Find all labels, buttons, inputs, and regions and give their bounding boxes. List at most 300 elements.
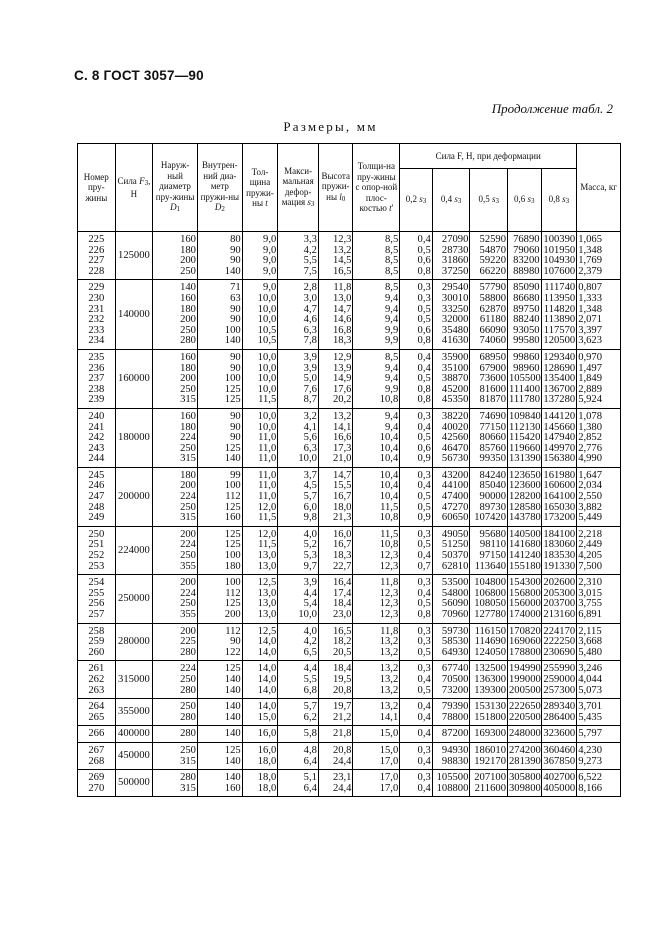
value-inner-diameter: 71 (230, 282, 241, 294)
value-inner-diameter: 100 (224, 480, 241, 492)
value-force-04: 27090 (441, 234, 469, 245)
value-force-04: 53500 (441, 577, 469, 589)
cell-force-08 (541, 467, 577, 526)
cell-force-04 (432, 661, 470, 699)
col-number-header: Номер пру-жины (78, 144, 116, 232)
value-height: 18,3 (332, 335, 352, 347)
value-force-05: 139300 (474, 684, 506, 696)
value-force-02: 0,5 (417, 684, 431, 696)
cell-force-08 (541, 526, 577, 574)
value-inner-diameter: 125 (224, 501, 241, 513)
group-force-value: 180000 (118, 432, 150, 444)
cell-force-04 (432, 280, 470, 350)
value-mass: 4,044 (578, 673, 603, 685)
value-height: 19,5 (332, 673, 352, 685)
value-thickness: 11,0 (258, 491, 277, 503)
cell-height (318, 467, 353, 526)
cell-force-05 (470, 232, 508, 280)
cell-force-02 (400, 742, 433, 769)
value-height: 23,0 (332, 609, 352, 620)
cell-force-04 (432, 623, 470, 661)
value-force-04: 45200 (441, 383, 469, 395)
value-thickness: 14,0 (257, 663, 277, 675)
value-number: 241 (88, 421, 105, 433)
value-thickness-with-support: 13,2 (379, 663, 399, 675)
value-mass: 0,807 (578, 282, 603, 294)
cell-force-02 (400, 408, 433, 467)
value-height: 24,4 (332, 755, 352, 767)
value-thickness: 14,0 (257, 673, 277, 685)
cell-force-05 (470, 526, 508, 574)
value-height: 21,2 (332, 711, 352, 723)
value-mass: 3,246 (578, 663, 603, 675)
value-number: 255 (88, 587, 105, 599)
group-force-value: 280000 (118, 636, 150, 648)
value-force-06: 119660 (509, 442, 541, 454)
value-force-02: 0,8 (417, 265, 431, 277)
value-thickness-with-support: 17,0 (379, 782, 399, 794)
value-max-deformation: 3,9 (303, 351, 317, 363)
value-force-05: 98110 (479, 539, 506, 551)
value-thickness: 10,5 (257, 324, 277, 336)
value-thickness: 9,0 (263, 244, 277, 256)
value-thickness-with-support: 9,4 (385, 314, 399, 326)
cell-force (115, 742, 153, 769)
cell-max-deformation (278, 661, 319, 699)
value-outer-diameter: 200 (180, 373, 196, 385)
value-height: 16,7 (332, 491, 352, 503)
value-force-05: 207100 (474, 772, 506, 784)
cell-thickness (242, 726, 278, 743)
value-thickness: 9,0 (263, 282, 277, 294)
value-inner-diameter: 140 (224, 728, 241, 740)
value-number: 236 (88, 362, 105, 374)
value-thickness: 18,0 (257, 782, 277, 794)
value-force-02: 0,3 (417, 663, 431, 675)
value-mass: 3,015 (578, 587, 603, 599)
value-thickness-with-support: 11,8 (380, 577, 399, 589)
value-force-05: 95680 (479, 528, 506, 540)
value-max-deformation: 5,5 (303, 255, 317, 267)
cell-number (78, 726, 116, 743)
value-max-deformation: 6,5 (303, 646, 317, 658)
value-force-06: 99860 (513, 351, 540, 363)
group-force-value: 500000 (118, 777, 150, 789)
value-mass: 7,500 (578, 560, 603, 572)
value-thickness-with-support: 9,4 (385, 421, 399, 433)
cell-max-deformation (278, 699, 319, 726)
cell-thickness (242, 699, 278, 726)
value-height: 21,8 (332, 728, 352, 740)
value-force-08: 203700 (543, 598, 576, 610)
value-number: 256 (88, 598, 105, 610)
value-force-06: 194990 (509, 663, 541, 675)
value-force-05: 169300 (474, 728, 506, 740)
cell-inner-diameter (197, 742, 242, 769)
value-thickness-with-support: 12,3 (379, 550, 399, 562)
cell-force-04 (432, 575, 470, 623)
value-max-deformation: 10,0 (298, 609, 317, 620)
value-force-02: 0,9 (417, 453, 431, 465)
value-force-08: 137280 (543, 394, 576, 406)
cell-inner-diameter (197, 770, 242, 797)
value-force-08: 113890 (543, 314, 576, 326)
table-row (78, 726, 621, 743)
value-mass: 5,449 (578, 512, 603, 524)
value-force-06: 131390 (509, 453, 541, 465)
value-force-05: 186010 (474, 744, 506, 756)
value-inner-diameter: 63 (230, 292, 241, 304)
value-force-06: 98960 (513, 362, 540, 374)
value-max-deformation: 9,7 (303, 560, 317, 572)
cell-height (318, 575, 353, 623)
col-outer-diameter-header: Наруж-ный диаметр пру-жины D1 (153, 144, 198, 232)
value-force-08: 117570 (543, 324, 576, 336)
value-force-04: 29540 (441, 282, 469, 294)
value-thickness: 10,0 (257, 362, 277, 374)
value-force-05: 99350 (479, 453, 506, 465)
value-inner-diameter: 180 (224, 560, 241, 572)
value-force-04: 42560 (441, 432, 469, 444)
value-force-04: 62810 (441, 560, 469, 572)
cell-thickness (242, 575, 278, 623)
value-inner-diameter: 100 (224, 577, 241, 589)
value-number: 270 (88, 782, 105, 794)
value-thickness-with-support: 9,4 (385, 410, 399, 422)
value-force-02: 0,5 (417, 491, 431, 503)
value-height: 20,2 (332, 394, 352, 406)
value-height: 21,0 (332, 453, 352, 465)
value-mass: 1,380 (578, 421, 603, 433)
value-height: 12,3 (332, 234, 352, 245)
value-thickness-with-support: 12,3 (379, 609, 399, 620)
value-force-08: 113950 (543, 292, 576, 304)
value-inner-diameter: 140 (224, 673, 241, 685)
value-height: 17,4 (332, 587, 352, 599)
value-force-02: 0,4 (417, 362, 431, 374)
value-force-05: 66220 (479, 265, 506, 277)
value-inner-diameter: 160 (224, 782, 241, 794)
value-force-06: 88980 (513, 265, 540, 277)
cell-height (318, 232, 353, 280)
value-max-deformation: 7,8 (303, 335, 317, 347)
value-force-06: 141680 (509, 539, 541, 551)
cell-force (115, 770, 153, 797)
cell-force-06 (508, 349, 542, 408)
value-force-05: 153130 (474, 701, 506, 713)
cell-outer-diameter (153, 467, 198, 526)
value-inner-diameter: 140 (224, 711, 241, 723)
value-force-04: 79390 (441, 701, 469, 713)
value-force-04: 47270 (441, 501, 469, 513)
table-header (78, 144, 621, 232)
cell-inner-diameter (197, 699, 242, 726)
cell-inner-diameter (197, 575, 242, 623)
cell-thickness (242, 661, 278, 699)
cell-height (318, 699, 353, 726)
cell-thickness-with-support (353, 280, 400, 350)
value-force-08: 107600 (543, 265, 576, 277)
value-force-06: 156800 (509, 587, 541, 599)
value-mass: 1,647 (578, 469, 603, 481)
value-thickness-with-support: 11,5 (380, 501, 399, 513)
value-inner-diameter: 125 (224, 539, 241, 551)
value-force-08: 205300 (543, 587, 576, 599)
value-force-04: 49050 (441, 528, 469, 540)
value-thickness: 12,0 (257, 501, 277, 513)
value-thickness-with-support: 12,3 (379, 598, 399, 610)
value-inner-diameter: 140 (224, 684, 241, 696)
value-force-06: 174000 (509, 609, 541, 620)
value-force-02: 0,5 (417, 539, 431, 551)
value-thickness: 13,0 (257, 587, 277, 599)
value-force-05: 211600 (474, 782, 506, 794)
value-max-deformation: 10,0 (298, 453, 317, 465)
value-inner-diameter: 90 (230, 255, 241, 267)
value-height: 16,7 (332, 539, 352, 551)
value-force-04: 46470 (441, 442, 469, 454)
value-force-02: 0,3 (417, 528, 431, 540)
value-thickness: 10,0 (257, 410, 277, 422)
value-inner-diameter: 90 (230, 314, 241, 326)
value-outer-diameter: 250 (180, 744, 196, 756)
value-max-deformation: 5,4 (303, 598, 317, 610)
value-max-deformation: 4,1 (303, 421, 317, 433)
value-thickness: 12,0 (257, 528, 277, 540)
value-force-06: 178800 (509, 646, 541, 658)
cell-max-deformation (278, 526, 319, 574)
value-force-08: 156380 (543, 453, 576, 465)
cell-force-05 (470, 349, 508, 408)
cell-force (115, 661, 153, 699)
cell-force-02 (400, 699, 433, 726)
table-row (78, 742, 621, 769)
value-inner-diameter: 140 (224, 335, 241, 347)
value-max-deformation: 5,2 (303, 539, 317, 551)
value-thickness-with-support: 15,0 (379, 744, 399, 756)
value-force-05: 59220 (479, 255, 506, 267)
value-max-deformation: 8,7 (303, 394, 317, 406)
value-thickness: 10,0 (257, 383, 277, 395)
cell-force (115, 408, 153, 467)
value-force-06: 248000 (509, 728, 541, 740)
cell-number (78, 467, 116, 526)
value-force-04: 64930 (441, 646, 469, 658)
col-thickness-header: Тол-щина пружи-ны t (242, 144, 278, 232)
cell-outer-diameter (153, 661, 198, 699)
value-force-05: 127780 (474, 609, 506, 620)
cell-max-deformation (278, 280, 319, 350)
value-outer-diameter: 180 (180, 303, 196, 315)
value-thickness-with-support: 8,5 (385, 244, 399, 256)
cell-force-06 (508, 467, 542, 526)
cell-force (115, 726, 153, 743)
value-mass: 6,522 (578, 772, 603, 784)
value-thickness-with-support: 10,4 (379, 491, 399, 503)
value-thickness: 14,0 (257, 646, 277, 658)
value-thickness-with-support: 8,5 (385, 265, 399, 277)
value-force-02: 0,5 (417, 598, 431, 610)
value-force-08: 161980 (543, 469, 576, 481)
cell-height (318, 742, 353, 769)
value-outer-diameter: 224 (180, 491, 196, 503)
cell-number (78, 623, 116, 661)
value-outer-diameter: 180 (180, 362, 196, 374)
value-thickness-with-support: 13,2 (379, 646, 399, 658)
value-outer-diameter: 160 (180, 351, 196, 363)
value-thickness-with-support: 12,3 (379, 587, 399, 599)
value-thickness: 10,0 (257, 351, 277, 363)
value-thickness: 11,0 (258, 469, 277, 481)
value-force-06: 222650 (509, 701, 541, 713)
value-force-08: 101950 (543, 244, 576, 256)
value-force-08: 230690 (543, 646, 576, 658)
cell-force-08 (541, 726, 577, 743)
cell-inner-diameter (197, 349, 242, 408)
value-height: 18,3 (332, 550, 352, 562)
value-outer-diameter: 315 (180, 755, 196, 767)
value-outer-diameter: 180 (180, 421, 196, 433)
value-outer-diameter: 200 (180, 480, 196, 492)
value-thickness-with-support: 13,2 (379, 673, 399, 685)
value-force-06: 305800 (509, 772, 541, 784)
value-height: 14,5 (332, 255, 352, 267)
cell-force-06 (508, 770, 542, 797)
value-max-deformation: 5,6 (303, 432, 317, 444)
value-thickness: 12,5 (257, 625, 277, 637)
value-force-02: 0,9 (417, 512, 431, 524)
value-max-deformation: 5,7 (303, 491, 317, 503)
value-outer-diameter: 224 (180, 587, 196, 599)
table-title: Размеры, мм (283, 119, 378, 134)
value-force-04: 59730 (441, 625, 469, 637)
value-mass: 2,550 (578, 491, 603, 503)
value-force-08: 183060 (543, 539, 576, 551)
cell-number (78, 526, 116, 574)
cell-mass (577, 232, 621, 280)
value-force-06: 199000 (509, 673, 541, 685)
value-inner-diameter: 90 (230, 303, 241, 315)
value-force-06: 155180 (509, 560, 541, 572)
value-mass: 1,065 (578, 234, 603, 245)
value-number: 229 (88, 282, 105, 294)
value-max-deformation: 4,4 (303, 587, 317, 599)
cell-thickness-with-support (353, 770, 400, 797)
value-thickness: 13,0 (257, 598, 277, 610)
force-group (78, 726, 621, 743)
value-force-05: 106800 (474, 587, 506, 599)
cell-thickness-with-support (353, 408, 400, 467)
value-thickness-with-support: 10,4 (379, 453, 399, 465)
value-force-05: 58800 (479, 292, 506, 304)
value-force-06: 141240 (509, 550, 541, 562)
value-thickness: 14,0 (257, 684, 277, 696)
cell-inner-diameter (197, 408, 242, 467)
value-force-02: 0,4 (417, 673, 431, 685)
group-force-value: 450000 (118, 750, 150, 762)
value-force-08: 100390 (543, 234, 576, 245)
value-max-deformation: 5,5 (303, 673, 317, 685)
value-thickness-with-support: 14,1 (379, 711, 399, 723)
value-force-06: 281390 (509, 755, 541, 767)
cell-force-05 (470, 280, 508, 350)
group-force-value: 140000 (118, 308, 150, 320)
value-thickness: 13,0 (257, 560, 277, 572)
value-mass: 3,623 (578, 335, 603, 347)
value-force-08: 114820 (543, 303, 576, 315)
value-number: 260 (88, 646, 105, 658)
cell-max-deformation (278, 726, 319, 743)
value-inner-diameter: 112 (225, 587, 241, 599)
value-inner-diameter: 140 (224, 453, 241, 465)
col-force-05-header: 0,5 s3 (470, 169, 508, 232)
cell-number (78, 742, 116, 769)
value-max-deformation: 6,0 (303, 501, 317, 513)
value-thickness-with-support: 8,5 (385, 351, 399, 363)
value-mass: 1,333 (578, 292, 603, 304)
value-max-deformation: 7,5 (303, 265, 317, 277)
value-force-05: 52590 (479, 234, 506, 245)
value-outer-diameter: 250 (180, 550, 196, 562)
value-thickness: 18,0 (257, 755, 277, 767)
value-force-08: 402700 (543, 772, 576, 784)
cell-mass (577, 699, 621, 726)
value-force-05: 85760 (479, 442, 506, 454)
value-force-05: 54870 (479, 244, 506, 256)
value-thickness: 10,0 (257, 421, 277, 433)
value-force-08: 147940 (543, 432, 576, 444)
value-force-05: 113640 (474, 560, 506, 572)
value-thickness: 10,0 (257, 303, 277, 315)
value-force-04: 40020 (441, 421, 469, 433)
value-outer-diameter: 280 (180, 684, 196, 696)
value-force-05: 81600 (479, 383, 506, 395)
value-force-08: 173200 (543, 512, 576, 524)
group-force-value: 250000 (118, 593, 150, 605)
value-force-05: 192170 (474, 755, 506, 767)
cell-force-05 (470, 408, 508, 467)
value-thickness: 11,0 (258, 453, 277, 465)
force-group (78, 575, 621, 623)
cell-max-deformation (278, 349, 319, 408)
cell-thickness (242, 232, 278, 280)
value-max-deformation: 3,9 (303, 362, 317, 374)
value-thickness: 14,0 (257, 636, 277, 648)
group-force-value: 355000 (118, 706, 150, 718)
value-height: 19,7 (332, 701, 352, 713)
value-inner-diameter: 90 (230, 244, 241, 256)
value-outer-diameter: 224 (180, 663, 196, 675)
cell-force-02 (400, 467, 433, 526)
value-force-06: 115420 (509, 432, 541, 444)
value-height: 12,9 (332, 351, 352, 363)
value-mass: 2,449 (578, 539, 603, 551)
value-thickness-with-support: 12,3 (379, 560, 399, 572)
value-max-deformation: 5,1 (303, 772, 317, 784)
value-number: 252 (88, 550, 105, 562)
cell-force-06 (508, 408, 542, 467)
value-force-06: 170820 (509, 625, 541, 637)
value-force-02: 0,4 (417, 701, 431, 713)
value-force-06: 111780 (509, 394, 540, 406)
cell-inner-diameter (197, 661, 242, 699)
force-group (78, 526, 621, 574)
force-group (78, 349, 621, 408)
cell-number (78, 575, 116, 623)
value-height: 14,7 (332, 469, 352, 481)
cell-force-08 (541, 349, 577, 408)
value-height: 16,4 (332, 577, 352, 589)
